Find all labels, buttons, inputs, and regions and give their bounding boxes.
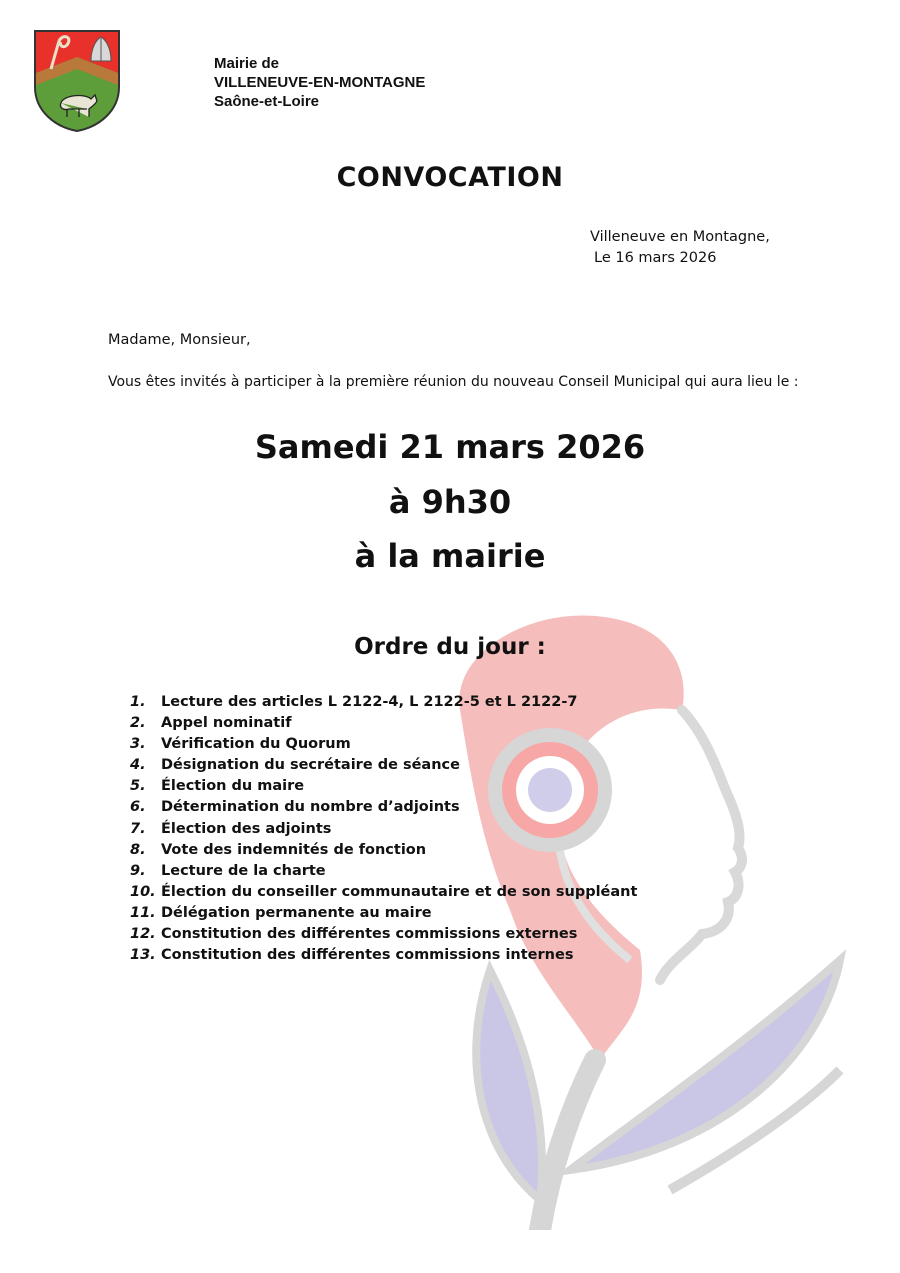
list-item (130, 713, 637, 734)
item-text: Vote des indemnités de fonction (161, 841, 427, 858)
list-item (130, 924, 637, 945)
agenda-list (130, 692, 637, 966)
agenda-title: Ordre du jour : (354, 634, 546, 660)
mairie-line-1: Mairie de (214, 55, 280, 72)
item-number: 8. (130, 841, 146, 858)
item-text: Lecture des articles L 2122-4, L 2122-5 et L 2122-7 (161, 694, 578, 710)
item-number: 10. (130, 883, 156, 900)
list-item (130, 861, 637, 882)
date-line: Le 16 mars 2026 (594, 250, 717, 266)
item-number: 6. (130, 799, 146, 816)
item-text: Détermination du nombre d’adjoints (161, 799, 460, 816)
list-item (130, 734, 637, 755)
item-number: 9. (130, 862, 146, 879)
item-text: Élection des adjoints (161, 820, 332, 837)
place-date-block (590, 227, 770, 269)
salutation: Madame, Monsieur, (108, 332, 251, 348)
item-number: 3. (130, 736, 146, 753)
list-item (130, 797, 637, 818)
coat-of-arms-icon (33, 29, 121, 133)
item-text: Constitution des différentes commissions internes (161, 947, 574, 964)
document-title: CONVOCATION (336, 162, 564, 193)
item-number: 5. (130, 778, 146, 795)
list-item (130, 755, 637, 776)
item-text: Lecture de la charte (161, 862, 326, 879)
item-number: 2. (130, 715, 146, 732)
list-item (130, 882, 637, 903)
event-date: Samedi 21 mars 2026 (254, 428, 646, 466)
event-place: à la mairie (354, 537, 546, 575)
item-number: 4. (130, 757, 146, 774)
item-text: Constitution des différentes commissions externes (161, 926, 578, 943)
list-item (130, 945, 637, 966)
event-time: à 9h30 (388, 483, 512, 521)
item-text: Désignation du secrétaire de séance (161, 757, 460, 774)
item-number: 11. (130, 904, 156, 921)
list-item (130, 692, 637, 713)
place-line: Villeneuve en Montagne, (590, 229, 770, 245)
list-item (130, 903, 637, 924)
list-item (130, 819, 637, 840)
intro-paragraph: Vous êtes invités à participer à la première réunion du nouveau Conseil Municipal qui aura lieu le : (108, 374, 799, 390)
list-item (130, 776, 637, 797)
list-item (130, 840, 637, 861)
item-text: Délégation permanente au maire (161, 904, 432, 921)
mairie-header (214, 54, 425, 111)
item-text: Élection du maire (161, 778, 305, 795)
item-number: 13. (130, 947, 156, 964)
item-text: Appel nominatif (161, 715, 292, 732)
item-text: Élection du conseiller communautaire et de son suppléant (161, 883, 638, 900)
item-number: 7. (130, 820, 146, 837)
item-text: Vérification du Quorum (161, 736, 351, 753)
item-number: 12. (130, 926, 156, 943)
commune-name: VILLENEUVE-EN-MONTAGNE (214, 74, 426, 91)
department-name: Saône-et-Loire (214, 93, 320, 110)
item-number: 1. (130, 694, 146, 710)
